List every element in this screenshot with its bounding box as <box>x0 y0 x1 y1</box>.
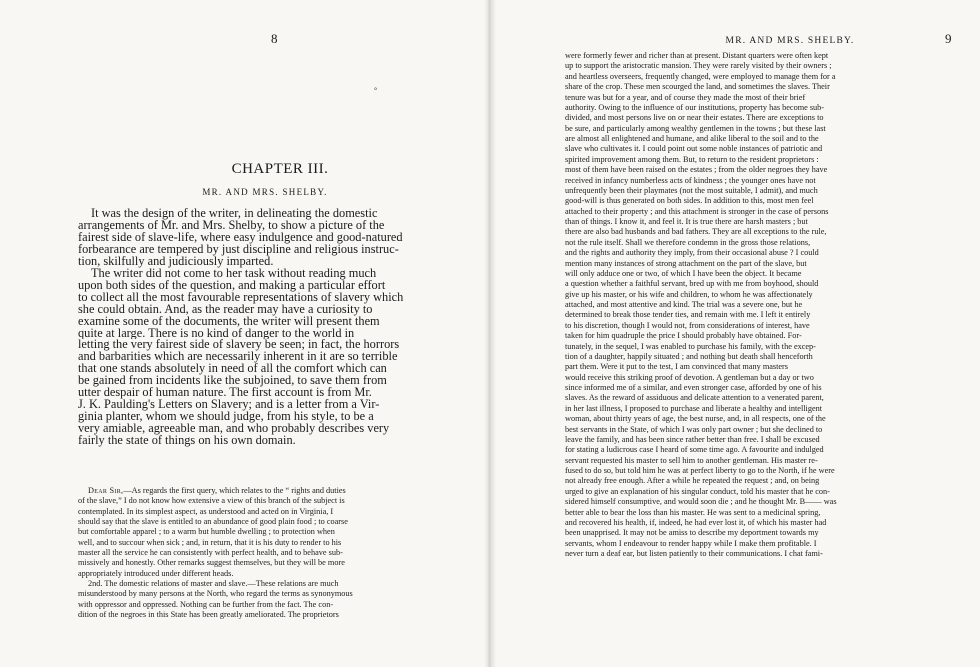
letter-line: give up his master, or his wife and children, to whom he was affectionately <box>565 289 813 299</box>
body-line: It was the design of the writer, in delineating the domestic <box>91 208 378 220</box>
letter-line: good-will is thus generated on both sides. In addition to this, most men feel <box>565 196 814 206</box>
letter-line: well, and to succour when sick ; and, in return, that it is his duty to render to his <box>78 537 342 547</box>
letter-line: with oppressor and oppressed. Nothing can be further from the fact. The con- <box>78 599 334 609</box>
letter-line: not the rule itself. Shall we therefore condemn in the gross those relations, <box>565 237 811 247</box>
letter-line: there are also bad husbands and bad fathers. They are all exceptions to the rule, <box>565 227 827 237</box>
letter-line: determined to break those tender ties, and remain with me. I left it entirely <box>565 310 811 320</box>
left-page-number: 8 <box>271 31 278 46</box>
letter-line: never turn a deaf ear, but listen patiently to their communications. I chat fami- <box>565 549 823 558</box>
letter-line: unfrequently been their playmates (not the most suitable, I admit), and much <box>565 185 818 195</box>
letter-line: urged to give an explanation of his singular conduct, told his master that he con- <box>565 486 830 496</box>
letter-line: for stating a ludicrous case I heard of some time ago. A favourite and indulged <box>565 445 824 455</box>
body-line: quite at large. There is no kind of danger to the world in <box>78 327 355 340</box>
letter-line: are almost all enlightened and humane, and alike liberal to the soil and to the <box>565 134 819 143</box>
body-line: The writer did not come to her task without reading much <box>91 267 377 280</box>
body-line: ginia planter, whom we should judge, from his style, to be a <box>78 411 374 424</box>
letter-line: slaves. As the reward of assiduous and delicate attention to a venerated parent, <box>565 393 824 403</box>
body-line: upon both sides of the question, and making a particular effort <box>78 279 386 292</box>
letter-line: received in infancy numberless acts of kindness ; the younger ones have not <box>565 175 816 185</box>
letter-line: a question whether a faithful servant, bred up with me from boyhood, should <box>565 279 819 289</box>
body-line: that one stands absolutely in need of all the comfort which can <box>78 363 387 376</box>
body-line: examine some of the documents, the writer will present them <box>78 315 380 328</box>
letter-line: fused to do so, but told him he was at perfect liberty to go to the North, if he were <box>565 466 835 475</box>
body-line: J. K. Paulding's Letters on Slavery; and is a letter from a Vir- <box>78 399 380 412</box>
letter-line: best servants in the State, of which I was only part owner ; but she declined to <box>565 424 823 434</box>
letter-line: attached, and most attentive and kind. The trial was a severe one, but he <box>565 300 803 309</box>
body-line: tion, skilfully and judiciously imparted. <box>78 255 274 268</box>
letter-line: were formerly fewer and richer than at present. Distant quarters were often kept <box>565 51 829 60</box>
letter-line: part them. Were it put to the test, I am convinced that many masters <box>565 362 789 372</box>
letter-salutation: Dear Sir, <box>88 486 124 495</box>
body-line: forbearance are tempered by just discipline and religious instruc- <box>78 243 399 256</box>
letter-line: would receive this striking proof of devotion. A gentleman but a day or two <box>565 372 814 382</box>
letter-line: been unapprised. It may not be amiss to describe my deportment towards my <box>565 528 819 538</box>
letter-line: leave the family, and has been since rather better than free. I shall be excused <box>565 434 820 444</box>
body-line: utter despair of human nature. The first account is from Mr. <box>78 387 372 400</box>
letter-line: tunately, in the sequel, I was enabled to purchase his family, with the excep- <box>565 341 816 351</box>
letter-line: divided, and most persons live on or near their estates. There are exceptions to <box>565 113 824 123</box>
letter-line: better able to bear the loss than his master. He was sent to a medicinal spring, <box>565 507 821 517</box>
letter-line: authority. Owing to the influence of our institutions, property has become sub- <box>565 102 825 112</box>
letter-line: spirited improvement among them. But, to return to the resident proprietors : <box>565 154 819 164</box>
letter-line: not already free enough. After a while he repeated the request ; and, on being <box>565 476 820 486</box>
letter-line: taken for him quadruple the price I should probably have obtained. For- <box>565 331 802 341</box>
body-line: arrangements of Mr. and Mrs. Shelby, to show a picture of the <box>78 219 385 232</box>
letter-line: in her last illness, I proposed to purchase and liberate a healthy and intelligent <box>565 403 823 413</box>
letter-continuation <box>565 51 957 559</box>
body-line: be gained from incidents like the subjoined, to save them from <box>78 375 387 388</box>
letter-line: share of the crop. These men scourged the land, and sometimes the slaves. Their <box>565 82 830 92</box>
letter-line: and the rights and authority they imply, from their occasional abuse ? I could <box>565 248 819 258</box>
letter-line: servant requested his master to sell him to another gentleman. His master re- <box>565 455 818 465</box>
letter-line: servants, whom I endeavour to render happy while I make them profitable. I <box>565 538 817 548</box>
body-line: letting the very fairest side of slavery be seen; in fact, the horrors <box>78 339 400 352</box>
body-line: and barbarities which are necessarily inherent in it are so terrible <box>78 351 398 364</box>
letter-line: since informed me of a similar, and even stronger case, afforded by one of his <box>565 383 822 392</box>
chapter-subtitle: MR. AND MRS. SHELBY. <box>202 187 328 197</box>
letter-line: and heartless overseers, frequently changed, were employed to manage them for a <box>565 71 836 81</box>
letter-line-text: —As regards the first query, which relates to the “ rights and duties <box>123 486 346 495</box>
letter-line: dition of the negroes in this State has been greatly ameliorated. The proprietors <box>78 610 339 620</box>
letter-line: missively and honestly. Other remarks suggest themselves, but they will be more <box>78 558 345 568</box>
letter-line: most of them have been raised on the estates ; from the older negroes they have <box>565 165 828 175</box>
letter-line: than of things. I know it, and feel it. It is true there are harsh masters ; but <box>565 217 808 226</box>
stray-mark: ° <box>374 86 378 95</box>
letter-line: will only adduce one or two, of which I have been the object. It became <box>565 268 802 278</box>
chapter-body <box>78 208 470 447</box>
letter-line: appropriately introduced under different heads. <box>78 568 234 578</box>
body-line: she could obtain. And, as the reader may have a curiosity to <box>78 303 373 316</box>
body-line: fairly the state of things on his own domain. <box>78 435 296 448</box>
body-line: fairest side of slave-life, where easy indulgence and good-natured <box>78 231 403 244</box>
letter-line: sidered himself consumptive, and would soon die ; and he thought Mr. B—— was <box>565 497 837 507</box>
letter-line: but comfortable apparel ; to a warm but humble dwelling ; to protection when <box>78 527 335 537</box>
letter-line: master all the service he can consistently with perfect health, and to behave sub- <box>78 548 343 558</box>
letter-line: up to support the aristocratic mansion. They were rarely visited by their owners ; <box>565 61 832 71</box>
letter-line: tenure was but for a year, and of course they made the most of their brief <box>565 92 806 102</box>
right-page-number: 9 <box>945 31 952 46</box>
body-line: very amiable, agreeable man, and who probably describes very <box>78 423 390 436</box>
letter-line: contemplated. In its simplest aspect, as understood and acted on in Virginia, I <box>78 506 334 516</box>
running-head: MR. AND MRS. SHELBY. <box>725 36 855 46</box>
letter-line <box>78 486 470 496</box>
letter-line: 2nd. The domestic relations of master and slave.—These relations are much <box>88 579 339 589</box>
book-gutter <box>484 0 496 667</box>
letter-line: misunderstood by many persons at the North, who regard the terms as synonymous <box>78 589 353 599</box>
letter-line: attached to their property ; and this attachment is stronger in the case of persons <box>565 206 829 216</box>
letter-line: of the slave,” I do not know how extensive a view of this branch of the subject is <box>78 496 345 506</box>
letter-line: slave who cultivates it. I could point out some noble instances of patriotic and <box>565 144 823 154</box>
letter-line: mention many instances of strong attachment on the part of the slave, but <box>565 258 807 268</box>
quoted-letter <box>78 486 470 620</box>
letter-line: be sure, and particularly among wealthy gentlemen in the towns ; but these last <box>565 123 826 133</box>
letter-line: woman, about thirty years of age, the best nurse, and, in all respects, one of the <box>565 414 826 424</box>
body-line: to collect all the most favourable representations of slavery which <box>78 291 404 304</box>
chapter-title: CHAPTER III. <box>231 161 329 177</box>
letter-line: and recovered his health, if, indeed, he had ever lost it, of which his master had <box>565 517 827 527</box>
letter-line: tion of a daughter, happily situated ; and nothing but death shall henceforth <box>565 351 813 361</box>
letter-line: to his discretion, though I would not, from considerations of interest, have <box>565 320 810 330</box>
letter-line: should say that the slave is entitled to an abundance of good plain food ; to coarse <box>78 517 348 527</box>
